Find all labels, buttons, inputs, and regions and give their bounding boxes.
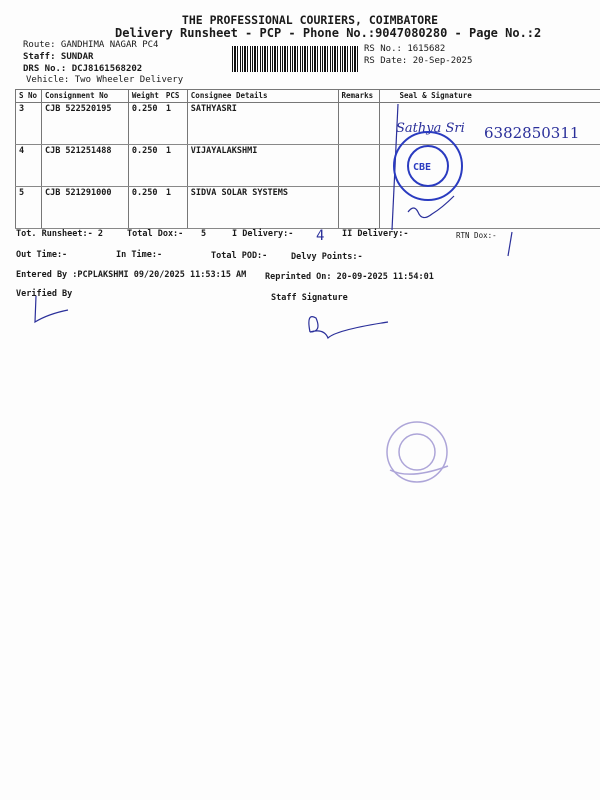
staff-signature — [309, 317, 388, 338]
out-time: Out Time:- — [16, 250, 68, 260]
staff-signature-label: Staff Signature — [271, 293, 348, 303]
delvy-points: Delvy Points:- — [291, 252, 363, 262]
company-title: THE PROFESSIONAL COURIERS, COIMBATORE — [181, 13, 439, 27]
verified-by: Verified By — [16, 289, 73, 299]
sno: 5 — [16, 187, 42, 229]
rs-date: RS Date: 20-Sep-2025 — [364, 56, 473, 66]
weight: 0.250 — [128, 145, 162, 187]
vehicle: Vehicle: Two Wheeler Delivery — [26, 75, 184, 85]
pcs: 1 — [163, 187, 187, 229]
sno: 4 — [16, 145, 42, 187]
col-consignment: Consignment No — [41, 90, 128, 103]
drs-no: DRS No.: DCJ8161568202 — [23, 64, 143, 74]
table-row — [16, 145, 600, 187]
consignee: SATHYASRI — [187, 103, 338, 145]
seal-cell — [379, 103, 600, 145]
seal-cell — [379, 187, 600, 229]
barcode — [232, 46, 360, 72]
tot-runsheet: Tot. Runsheet:- 2 — [16, 229, 103, 239]
remarks — [338, 145, 379, 187]
col-weight: Weight — [128, 90, 162, 103]
svg-text:CBE: CBE — [413, 162, 432, 173]
staff: Staff: SUNDAR — [23, 52, 94, 62]
route: Route: GANDHIMA NAGAR PC4 — [23, 40, 159, 50]
col-sno: S No — [16, 90, 42, 103]
in-time: In Time:- — [116, 250, 163, 260]
entered-by: Entered By :PCPLAKSHMI 09/20/2025 11:53:15 AM — [16, 270, 247, 280]
pcs: 1 — [163, 145, 187, 187]
table-header — [16, 90, 600, 103]
pcs: 1 — [163, 103, 187, 145]
svg-text:4: 4 — [316, 228, 325, 244]
col-remarks: Remarks — [338, 90, 379, 103]
runsheet-subtitle: Delivery Runsheet - PCP - Phone No.:9047080280 - Page No.:2 — [115, 26, 542, 40]
consignment-no: CJB 522520195 — [41, 103, 128, 145]
rs-no: RS No.: 1615682 — [364, 44, 446, 54]
consignment-no: CJB 521251488 — [41, 145, 128, 187]
tpc-stamp — [387, 422, 448, 482]
rtn-dox: RTN Dox:- — [456, 231, 497, 240]
consignee: SIDVA SOLAR SYSTEMS — [187, 187, 338, 229]
total-dox-label: Total Dox:- — [127, 229, 184, 239]
rtn-stroke — [508, 232, 512, 256]
ii-delivery: II Delivery:- — [342, 229, 409, 239]
i-delivery: I Delivery:- — [232, 229, 294, 239]
total-pod: Total POD:- — [211, 251, 268, 261]
weight: 0.250 — [128, 187, 162, 229]
consignment-table — [15, 89, 600, 229]
handwritten-phone: 6382850311 — [484, 124, 580, 142]
sno: 3 — [16, 103, 42, 145]
col-consignee: Consignee Details — [187, 90, 338, 103]
table-row — [16, 187, 600, 229]
sign-sathyasri: Sathya Sri — [396, 121, 465, 136]
table-row — [16, 103, 600, 145]
remarks — [338, 187, 379, 229]
weight: 0.250 — [128, 103, 162, 145]
seal-cell — [379, 145, 600, 187]
consignee: VIJAYALAKSHMI — [187, 145, 338, 187]
total-dox: 5 — [201, 229, 207, 239]
col-seal: Seal & Signature — [379, 90, 600, 103]
consignment-no: CJB 521291000 — [41, 187, 128, 229]
reprinted-on: Reprinted On: 20-09-2025 11:54:01 — [265, 272, 434, 282]
verified-signature — [35, 296, 68, 322]
col-pcs: PCS — [163, 90, 187, 103]
remarks — [338, 103, 379, 145]
